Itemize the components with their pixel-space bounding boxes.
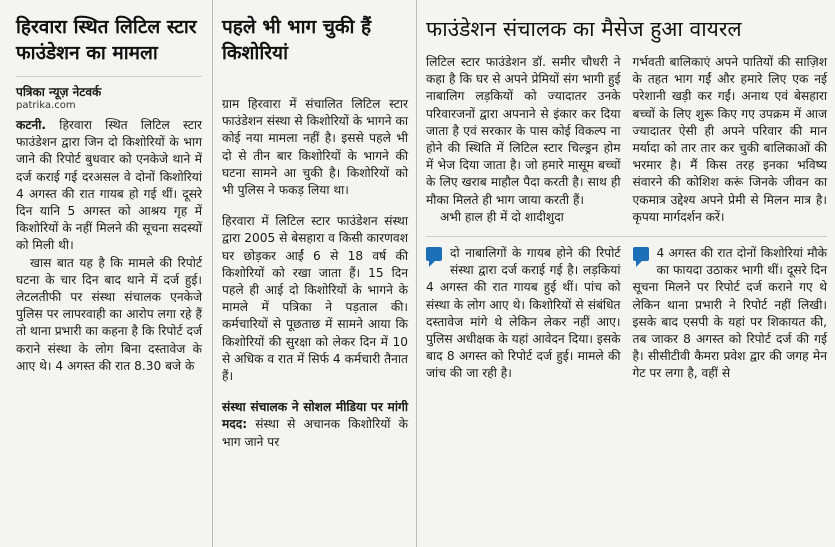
subhead: संस्था संचालक ने सोशल मीडिया पर मांगी मदद: (222, 400, 408, 432)
paragraph: हिरवारा में लिटिल स्टार फाउंडेशन संस्था द्वारा 2005 से बेसहारा व किसी कारणवश घर छोड़कर आईं 6 से 18 वर्ष की किशोरियों को रखा जाता हैं। 15 दिन पहले ही आई दो किशोरियों के भागने के मामले में पत्रिका ने पड़ताल की। कर्मचारियों से पूछताछ में सामने आया कि किशोरियों की सुरक्षा को लेकर दिन में 10 से अधिक व रात में सिर्फ 4 कर्मचारी तैनात हैं। (222, 214, 408, 384)
article-column-2 (214, 0, 414, 451)
paragraph: खास बात यह है कि मामले की रिपोर्ट घटना के चार दिन बाद थाने में दर्ज हुई। लेटलतीफी पर संस्था संचालक एनकेजे पुलिस पर लापरवाही का आरोप लगा रहे हैं तो थाना प्रभारी का कहना है कि रिपोर्ट दर्ज कराने संस्था के लोग बिना दस्तावेज के आए थे। 4 अगस्त की रात 8.30 बजे के (16, 255, 202, 373)
headline-2: पहले भी भाग चुकी हैं किशोरियां (222, 16, 372, 64)
quote-box (633, 245, 828, 383)
quote-icon (633, 247, 651, 271)
paragraph (222, 399, 408, 451)
site-name: patrika.com (16, 100, 76, 111)
paragraph: ग्राम हिरवारा में संचालित लिटिल स्टार फाउंडेशन संस्था से किशोरियों के भागने का कोई नया मामला नहीं है। इससे पहले भी दो से तीन बार किशोरियों के भागने की घटना सामने आ चुकी है। किशोरियों को भी पुलिस ने फकड़ लिया था। (222, 97, 408, 198)
paragraph: गर्भवती बालिकाएं अपने पातियों की साज़िश के तहत भाग गईं और हमारे लिए एक नई परेशानी खड़ी कर गईं। अनाथ एवं बेसहारा बच्चों के लिए शुरू किए गए उपक्रम में आज ज्यादातर ऐसी ही अपने परिवार की मान मर्यादा को तार तार कर चुकी बालिकाओं की भरमार है। मैं किस तरह इनका भविष्य संवारने की कोशिश करूं जिनके जीवन का एकमात्र उद्देश्य अपने प्रेमी से मिलन मात्र है। कृपया मार्गदर्शन करें। (632, 55, 827, 224)
headline-1: हिरवारा स्थित लिटिल स्टार फाउंडेशन का मामला (16, 16, 197, 64)
paragraph (16, 117, 202, 255)
quote-text: दो नाबालिगों के गायब होने की रिपोर्ट संस्था द्वारा दर्ज कराई गई है। लड़कियां 4 अगस्त की रात गायब हुई थीं। पांच को संस्था के लोग आए थे। किशोरियों से संबंधित दस्तावेज मांगे थे लेकिन लेकर नहीं आए। पुलिस अधीक्षक के यहां आवेदन दिया। इसके बाद 8 अगस्त को रिपोर्ट दर्ज हुई। मामले की जांच की जा रही है। (426, 246, 621, 381)
article-column-1 (0, 0, 210, 375)
column-divider (212, 0, 213, 547)
quote-box (426, 245, 621, 383)
paragraph: अभी हाल ही में दो शादीशुदा (440, 209, 564, 224)
paragraph-text: हिरवारा स्थित लिटिल स्टार फाउंडेशन द्वारा जिन दो किशोरियों के भाग जाने की रिपोर्ट बुधवार को एनकेजे थाने में दर्ज कराई गई दरअसल वे दोनों किशोरियां 4 अगस्त की रात गायब हो गई थीं। दूसरे दिन यानि 5 अगस्त को आश्रय गृह में किशोरियों के नहीं मिलने की सूचना सदस्यों को मिली थी। (16, 118, 202, 253)
quote-text: 4 अगस्त की रात दोनों किशोरियां मौके का फायदा उठाकर भागी थीं। दूसरे दिन सूचना मिलने पर रिपोर्ट दर्ज कराने गए थे लेकिन थाना प्रभारी ने रिपोर्ट नहीं लिखी। इसके बाद एसपी के यहां पर शिकायत की, तब जाकर 8 अगस्त को रिपोर्ट दर्ज की गई है। सीसीटीवी कैमरा प्रवेश द्वार की जगह मेन गेट पर लगा है, वहीं से (632, 246, 827, 381)
dateline: कटनी. (16, 118, 47, 132)
article-column-3 (418, 0, 835, 383)
paragraph-text: संस्था से अचानक किशोरियों के भाग जाने पर (222, 417, 408, 449)
byline: पत्रिका न्यूज़ नेटवर्क (16, 76, 202, 100)
quote-icon (426, 247, 444, 271)
column-divider (416, 0, 417, 547)
divider (426, 236, 827, 237)
headline-3: फाउंडेशन संचालक का मैसेज हुआ वायरल (426, 17, 742, 41)
paragraph: लिटिल स्टार फाउंडेशन डॉ. समीर चौधरी ने कहा है कि घर से अपने प्रेमियों संग भागी हुई नाबालिग लड़कियों को ज्यादातर उनके परिवारजनों द्वारा अपनाने से इंकार कर दिया जाता है एवं सरकार के पास कोई विकल्प ना होने की स्थिति में लिटिल स्टार चिल्ड्रन होम में भेज दिया जाता है। जो हमारे मासूम बच्चों के लिए खराब माहौल पैदा करती है। साथ ही मौका मिलते ही भाग जाया करती हैं। (426, 55, 621, 207)
